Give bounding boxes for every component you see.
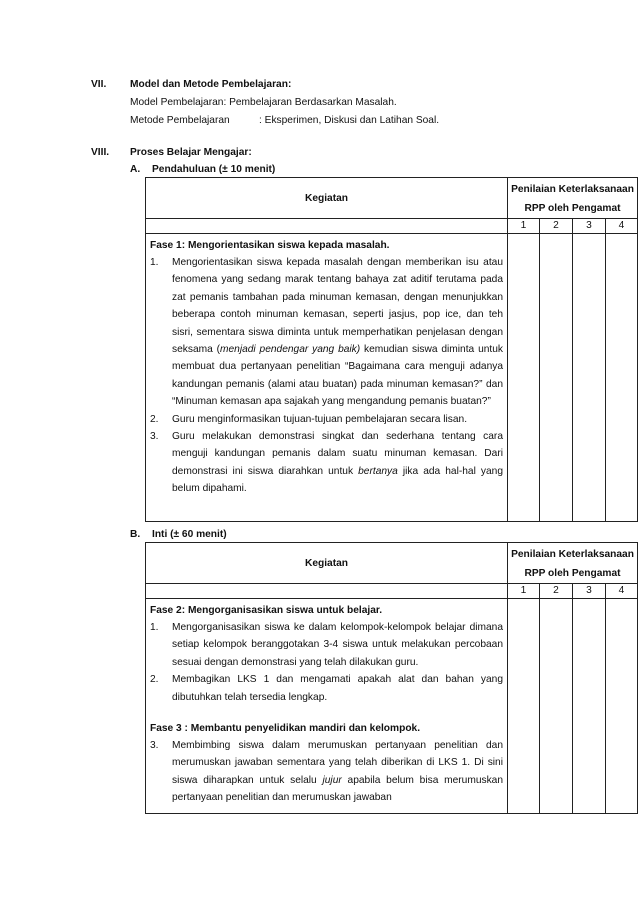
score-cell [573,599,606,814]
part-b-letter: B. [130,529,141,540]
section-7-title: Model dan Metode Pembelajaran: [130,79,292,90]
score-cell [606,599,638,814]
score-4: 4 [606,219,638,234]
score-3: 3 [573,584,606,599]
list-item: 3. Membimbing siswa dalam merumuskan pertanyaan penelitian dan merumuskan jawaban sementara yang telah diberikan di LKS 1. Di sini siswa diharapkan untuk selalu jujur apabila belum bisa merumuskan pertanyaan penelitian dan merumuskan jawaban [150,740,504,804]
list-item: 2. Guru menginformasikan tujuan-tujuan pembelajaran secara lisan. [150,413,468,425]
kegiatan-header: Kegiatan [146,543,508,584]
phase-2-title: Fase 2: Mengorganisasikan siswa untuk belajar. [150,605,383,616]
penilaian-header: Penilaian Keterlaksanaan RPP oleh Pengamat [508,543,638,584]
score-4: 4 [606,584,638,599]
part-a-letter: A. [130,164,141,175]
score-2: 2 [540,219,573,234]
method-label: Metode Pembelajaran [130,115,230,126]
kegiatan-cell [146,234,508,522]
table-pendahuluan [145,177,638,522]
score-1: 1 [508,219,540,234]
score-cell [508,234,540,522]
kegiatan-header: Kegiatan [146,178,508,219]
phase-1-title: Fase 1: Mengorientasikan siswa kepada masalah. [150,240,390,251]
phase-3-title: Fase 3 : Membantu penyelidikan mandiri dan kelompok. [150,723,421,735]
penilaian-header: Penilaian Keterlaksanaan RPP oleh Pengamat [508,178,638,219]
section-7-number: VII. [91,79,107,90]
list-item: 1. Mengorientasikan siswa kepada masalah dengan memberikan isu atau fenomena yang sedang marak tentang bahaya zat aditif terutama pada zat pemanis tambahan pada minuman kemasan, dengan menunjukkan beberapa contoh minuman kemasan, seperti jasjus, pop ice, dan teh sisri, sementara siswa diminta untuk memperhatikan penjelasan dengan seksama (menjadi pendengar yang baik) kemudian siswa diminta untuk membuat dua pertanyaan penelitian “Bagaimana cara menguji adanya kandungan pemanis (alami atau buatan) pada minuman kemasan?” dan “Minuman kemasan apa sajakah yang mengandung pemanis buatan?” [150,257,503,408]
score-3: 3 [573,219,606,234]
score-2: 2 [540,584,573,599]
score-cell [573,234,606,522]
score-cell [540,234,573,522]
score-cell [508,599,540,814]
part-a-title: Pendahuluan (± 10 menit) [152,164,276,175]
table-inti [145,542,638,814]
list-item: 3. Guru melakukan demonstrasi singkat dan sederhana tentang cara menguji kandungan pemanis dalam suatu minuman kemasan. Dari demonstrasi ini siswa diarahkan untuk bertanya jika ada hal-hal yang belum dipahami. [150,431,503,495]
model-line: Model Pembelajaran: Pembelajaran Berdasarkan Masalah. [130,97,397,108]
score-1: 1 [508,584,540,599]
list-item: 2. Membagikan LKS 1 dan mengamati apakah alat dan bahan yang dibutuhkan telah tersedia lengkap. [150,674,503,703]
kegiatan-cell [146,599,508,814]
method-value: : Eksperimen, Diskusi dan Latihan Soal. [259,115,440,126]
list-item: 1. Mengorganisasikan siswa ke dalam kelompok-kelompok belajar dimana setiap kelompok beranggotakan 3-4 siswa untuk melakukan percobaan sesuai dengan demonstrasi yang telah dilakukan guru. [150,622,503,668]
section-8-number: VIII. [91,147,110,158]
score-cell [540,599,573,814]
score-cell [606,234,638,522]
section-8-title: Proses Belajar Mengajar: [130,147,252,158]
part-b-title: Inti (± 60 menit) [152,529,227,540]
